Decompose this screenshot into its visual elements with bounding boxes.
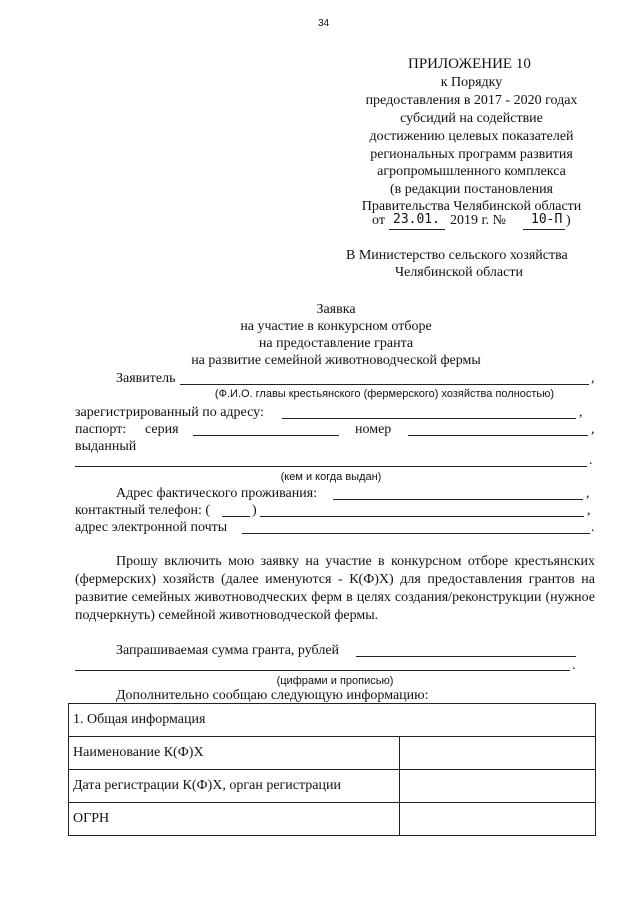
- appendix-line: субсидий на содействие: [400, 111, 543, 126]
- appendix-title: ПРИЛОЖЕНИЕ 10: [408, 56, 531, 72]
- table-row: [69, 704, 596, 737]
- applicant-hint: (Ф.И.О. главы крестьянского (фермерского) хозяйства полностью): [214, 388, 555, 400]
- table-row-label: ОГРН: [69, 803, 400, 836]
- table-row-label: Наименование К(Ф)Х: [69, 737, 400, 770]
- email-field[interactable]: [242, 533, 590, 534]
- phone-close: ): [252, 503, 257, 518]
- phone-field[interactable]: [260, 516, 584, 517]
- table-row: [69, 803, 596, 836]
- date-close: ): [566, 213, 571, 228]
- phone-label: контактный телефон: (: [75, 503, 211, 518]
- addressee-line: В Министерство сельского хозяйства: [346, 248, 568, 263]
- date-prefix: от: [372, 213, 385, 228]
- comma: ,: [579, 405, 583, 420]
- issued-field[interactable]: [75, 466, 587, 467]
- table-value-cell[interactable]: [400, 770, 596, 803]
- comma: ,: [587, 503, 591, 518]
- dot: .: [572, 658, 576, 673]
- date-year: 2019 г. №: [450, 213, 507, 228]
- comma: ,: [591, 371, 595, 386]
- grant-amount-field[interactable]: [356, 656, 576, 657]
- applicant-label: Заявитель: [116, 371, 176, 386]
- request-paragraph: Прошу включить мою заявку на участие в конкурсном отборе крестьянских (фермерских) хозяйств (далее именуются - К(Ф)Х) для предоставления грантов на развитие семейных животноводческих ферм в целях создания/реконструкции (нужное подчеркнуть) семейной животноводческой фермы.: [75, 554, 595, 623]
- appendix-line: к Порядку: [440, 75, 503, 90]
- table-row: [69, 770, 596, 803]
- appendix-line: Правительства Челябинской области: [361, 199, 582, 214]
- applicant-field[interactable]: [180, 384, 589, 385]
- doc-title: Заявка: [316, 302, 356, 317]
- actual-address-label: Адрес фактического проживания:: [116, 486, 318, 501]
- passport-label: паспорт:: [75, 422, 127, 437]
- actual-address-field[interactable]: [333, 499, 583, 500]
- info-table: [68, 703, 596, 836]
- additional-info: Дополнительно сообщаю следующую информацию:: [116, 688, 429, 703]
- appendix-line: предоставления в 2017 - 2020 годах: [365, 93, 578, 108]
- comma: ,: [586, 486, 590, 501]
- table-value-cell[interactable]: [400, 803, 596, 836]
- doc-subtitle: на участие в конкурсном отборе: [240, 319, 432, 334]
- issued-label: выданный: [75, 439, 137, 454]
- email-label: адрес электронной почты: [75, 520, 228, 535]
- appendix-line: (в редакции постановления: [389, 182, 554, 197]
- grant-label: Запрашиваемая сумма гранта, рублей: [116, 643, 340, 658]
- address-field[interactable]: [282, 418, 576, 419]
- appendix-line: достижению целевых показателей: [369, 129, 574, 144]
- appendix-line: региональных программ развития: [370, 147, 573, 162]
- table-row: [69, 737, 596, 770]
- series-label: серия: [145, 422, 179, 437]
- comma: ,: [591, 422, 595, 437]
- series-field[interactable]: [193, 435, 339, 436]
- page-number: 34: [318, 18, 330, 29]
- table-value-cell[interactable]: [400, 737, 596, 770]
- dot: .: [589, 453, 593, 468]
- doc-subtitle: на предоставление гранта: [258, 336, 414, 351]
- issued-hint: (кем и когда выдан): [280, 471, 382, 483]
- date-value: 23.01.: [393, 212, 440, 227]
- grant-words-field[interactable]: [75, 670, 570, 671]
- number-field[interactable]: [408, 435, 588, 436]
- address-label: зарегистрированный по адресу:: [75, 405, 264, 420]
- doc-subtitle: на развитие семейной животноводческой фермы: [191, 353, 481, 368]
- grant-hint: (цифрами и прописью): [276, 675, 394, 687]
- addressee-line: Челябинской области: [395, 265, 523, 280]
- number-label: номер: [355, 422, 392, 437]
- table-section-header: 1. Общая информация: [69, 704, 596, 737]
- dot: .: [591, 520, 595, 535]
- phone-code-field[interactable]: [222, 516, 250, 517]
- table-row-label: Дата регистрации К(Ф)Х, орган регистрации: [69, 770, 400, 803]
- decree-number: 10-П: [531, 212, 563, 227]
- appendix-line: агропромышленного комплекса: [377, 164, 566, 179]
